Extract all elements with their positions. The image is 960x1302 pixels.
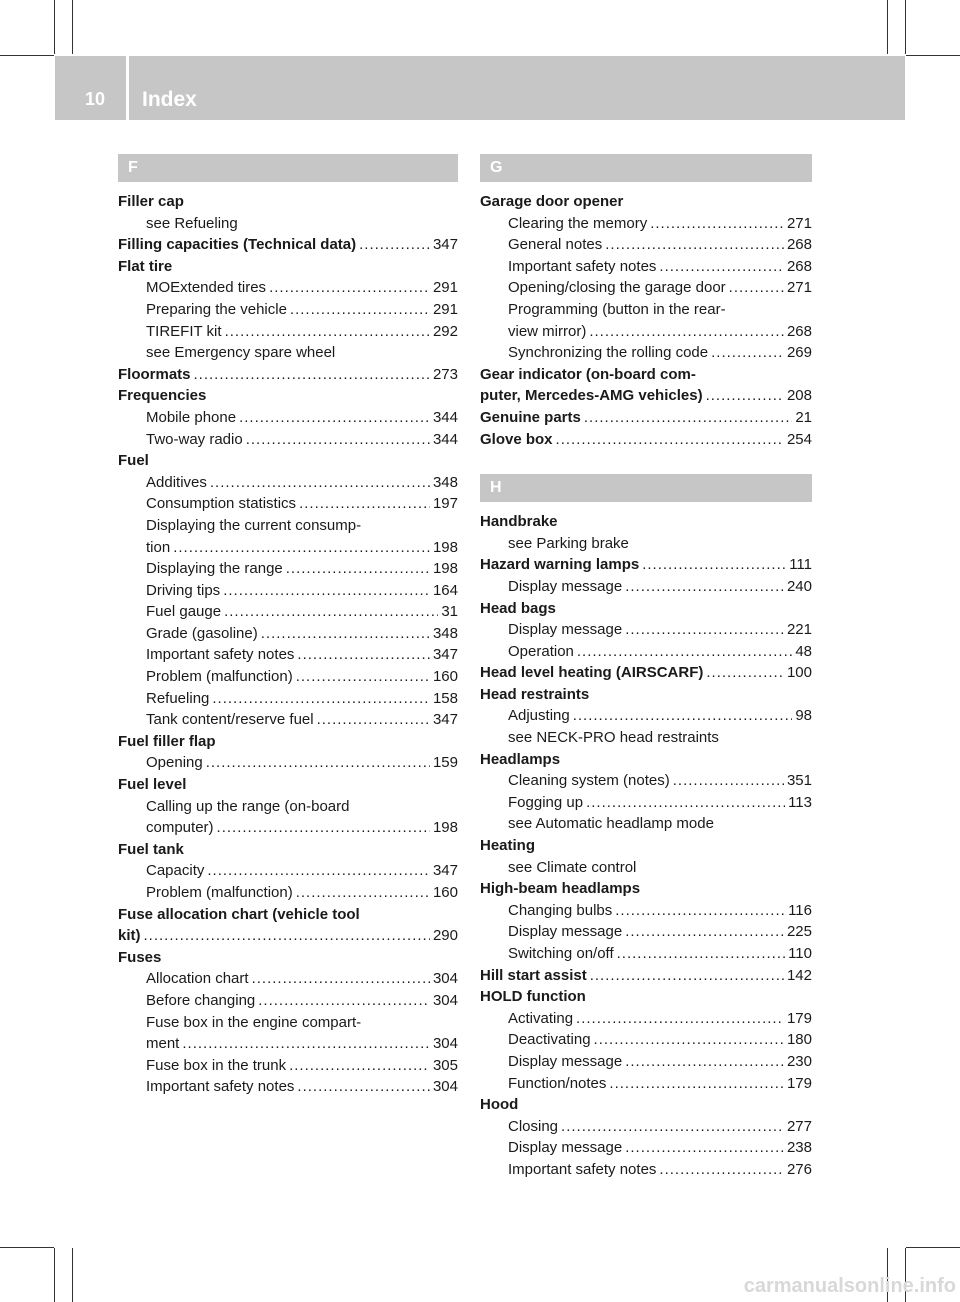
index-entry[interactable] — [118, 493, 458, 515]
index-entry[interactable] — [480, 429, 812, 451]
index-entry-wrapped: Fuse box in the engine compart- — [146, 1013, 362, 1031]
dot-leader — [589, 321, 784, 343]
index-entry-wrapped: Gear indicator (on-board com- — [480, 365, 696, 383]
dot-leader — [206, 752, 430, 774]
entry-page-number: 348 — [432, 624, 458, 642]
entry-label: Hazard warning lamps — [480, 556, 640, 574]
dot-leader — [673, 770, 784, 792]
entry-label: MOExtended tires — [146, 279, 267, 297]
entry-label: Consumption statistics — [146, 495, 297, 513]
index-see-reference: see Parking brake — [508, 534, 629, 552]
entry-page-number: 304 — [432, 1035, 458, 1053]
dot-leader — [706, 385, 784, 407]
header-divider — [126, 56, 129, 120]
index-heading: Head restraints — [480, 685, 590, 703]
entry-label: Important safety notes — [508, 257, 657, 275]
entry-label: Changing bulbs — [508, 901, 613, 919]
crop-mark — [72, 1248, 73, 1302]
dot-leader — [650, 213, 784, 235]
entry-page-number: 276 — [786, 1160, 812, 1178]
entry-page-number: 113 — [788, 793, 812, 811]
crop-mark — [54, 1248, 55, 1302]
index-entry[interactable] — [480, 1073, 812, 1095]
dot-leader — [224, 601, 438, 623]
entry-label: Floormats — [118, 365, 191, 383]
entry-label: TIREFIT kit — [146, 322, 222, 340]
index-see-reference: see NECK-PRO head restraints — [508, 729, 719, 747]
entry-label: Fogging up — [508, 793, 584, 811]
index-entry[interactable] — [480, 619, 812, 641]
dot-leader — [615, 900, 785, 922]
entry-page-number: 230 — [786, 1052, 812, 1070]
dot-leader — [617, 943, 785, 965]
entry-page-number: 268 — [786, 257, 812, 275]
index-entry-wrapped: Calling up the range (on-board — [146, 797, 350, 815]
entry-label: Adjusting — [508, 707, 570, 725]
dot-leader — [642, 554, 786, 576]
entry-page-number: 291 — [432, 300, 458, 318]
entry-label: Problem (malfunction) — [146, 884, 293, 901]
index-heading: Heating — [480, 837, 536, 855]
index-entry[interactable] — [118, 364, 458, 386]
index-entry[interactable] — [480, 705, 812, 727]
index-entry[interactable] — [118, 968, 458, 990]
index-entry[interactable] — [118, 429, 458, 451]
entry-label: Grade (gasoline) — [146, 624, 258, 642]
entry-label: Displaying the range — [146, 560, 283, 578]
dot-leader — [269, 277, 430, 299]
index-entry[interactable] — [118, 644, 458, 666]
index-entry[interactable] — [118, 1055, 458, 1077]
dot-leader — [252, 968, 430, 990]
dot-leader — [625, 921, 784, 943]
index-column-right — [480, 154, 812, 1181]
entry-page-number: 269 — [786, 344, 812, 362]
index-entry[interactable] — [480, 943, 812, 965]
entry-label: Mobile phone — [146, 408, 237, 426]
entry-page-number: 164 — [432, 581, 458, 599]
index-entry[interactable] — [480, 213, 812, 235]
index-entry[interactable] — [480, 576, 812, 598]
dot-leader — [194, 364, 430, 386]
crop-mark — [906, 55, 960, 56]
entry-page-number: 111 — [789, 556, 812, 574]
entry-label: Important safety notes — [146, 646, 295, 664]
page-title: Index — [142, 88, 197, 111]
index-entry[interactable] — [118, 1033, 458, 1055]
entry-page-number: 347 — [432, 646, 458, 664]
index-entry[interactable] — [480, 1051, 812, 1073]
entry-page-number: 179 — [786, 1009, 812, 1027]
dot-leader — [144, 925, 430, 947]
index-heading: Head bags — [480, 599, 556, 617]
entry-page-number: 347 — [432, 236, 458, 254]
index-heading: Filler cap — [118, 193, 184, 210]
index-heading: Fuel level — [118, 776, 187, 794]
entry-label: Tank content/reserve fuel — [146, 711, 314, 729]
entry-page-number: 292 — [432, 322, 458, 340]
index-entry[interactable] — [118, 537, 458, 559]
index-heading: Frequencies — [118, 387, 207, 405]
entry-page-number: 160 — [432, 668, 458, 686]
entry-page-number: 110 — [788, 945, 812, 962]
dot-leader — [297, 1076, 430, 1098]
crop-mark — [54, 0, 55, 54]
dot-leader — [299, 493, 430, 515]
index-heading: Flat tire — [118, 257, 173, 275]
dot-leader — [207, 860, 430, 882]
dot-leader — [261, 623, 430, 645]
entry-label: Two-way radio — [146, 430, 243, 448]
index-entry[interactable] — [480, 900, 812, 922]
entry-label: Function/notes — [508, 1074, 607, 1092]
entry-label: Filling capacities (Technical data) — [118, 236, 357, 254]
index-entry-wrapped: Displaying the current consump- — [146, 516, 362, 534]
dot-leader — [711, 342, 784, 364]
entry-label: Clearing the memory — [508, 214, 648, 232]
watermark: carmanualsonline.info — [743, 1275, 956, 1297]
entry-page-number: 197 — [432, 495, 458, 513]
index-entry[interactable] — [480, 407, 812, 429]
entry-page-number: 116 — [788, 901, 812, 919]
index-heading: Fuses — [118, 948, 162, 966]
entry-label: Hill start assist — [480, 966, 587, 984]
entry-label: Genuine parts — [480, 408, 581, 426]
entry-page-number: 100 — [786, 664, 812, 682]
index-entry[interactable] — [480, 770, 812, 792]
entry-page-number: 238 — [786, 1139, 812, 1157]
entry-page-number: 347 — [432, 711, 458, 729]
index-entry[interactable] — [118, 601, 458, 623]
dot-leader — [625, 1051, 784, 1073]
entry-page-number: 291 — [432, 279, 458, 297]
entry-page-number: 158 — [432, 689, 458, 707]
section-gap — [480, 450, 812, 474]
index-entry[interactable] — [480, 256, 812, 278]
index-entry[interactable] — [480, 662, 812, 684]
index-heading: HOLD function — [480, 988, 586, 1006]
dot-leader — [296, 666, 430, 688]
index-heading: Fuel filler flap — [118, 732, 216, 750]
entry-page-number: 31 — [441, 603, 458, 621]
dot-leader — [659, 256, 784, 278]
index-entry[interactable] — [118, 623, 458, 645]
crop-mark — [906, 1247, 960, 1248]
index-entry-wrapped: Programming (button in the rear- — [508, 300, 726, 318]
index-heading: Fuel — [118, 452, 149, 470]
index-see-reference: see Emergency spare wheel — [146, 344, 336, 362]
index-entry[interactable] — [480, 342, 812, 364]
entry-page-number: 304 — [432, 1078, 458, 1096]
dot-leader — [605, 234, 784, 256]
index-entry[interactable] — [480, 1116, 812, 1138]
entry-label: Additives — [146, 473, 207, 491]
crop-mark — [72, 0, 73, 54]
entry-label: Opening/closing the garage door — [508, 279, 726, 297]
dot-leader — [659, 1159, 784, 1181]
dot-leader — [625, 576, 784, 598]
entry-label: view mirror) — [508, 322, 587, 340]
entry-page-number: 198 — [432, 560, 458, 578]
dot-leader — [223, 580, 430, 602]
entry-label: Cleaning system (notes) — [508, 772, 670, 790]
entry-page-number: 142 — [786, 966, 812, 984]
index-entry[interactable] — [118, 558, 458, 580]
index-entry[interactable] — [480, 321, 812, 343]
entry-label: Important safety notes — [508, 1160, 657, 1178]
dot-leader — [625, 619, 784, 641]
crop-mark — [0, 55, 54, 56]
dot-leader — [212, 688, 430, 710]
section-letter: H — [480, 474, 812, 502]
index-column-left — [118, 154, 458, 1098]
entry-page-number: 277 — [786, 1117, 812, 1135]
index-entry[interactable] — [118, 321, 458, 343]
index-entry[interactable] — [118, 925, 458, 947]
index-entry[interactable] — [480, 1159, 812, 1181]
entry-page-number: 48 — [795, 642, 812, 660]
entry-page-number: 305 — [432, 1056, 458, 1074]
entry-label: computer) — [146, 819, 214, 837]
entry-label: Head level heating (AIRSCARF) — [480, 664, 704, 682]
entry-label: Preparing the vehicle — [146, 300, 287, 318]
crop-mark — [0, 1247, 54, 1248]
entry-page-number: 290 — [432, 927, 458, 945]
entry-label: Driving tips — [146, 581, 221, 599]
index-entry[interactable] — [118, 299, 458, 321]
entry-page-number: 344 — [432, 408, 458, 426]
entry-page-number: 180 — [786, 1031, 812, 1049]
entry-label: ment — [146, 1035, 180, 1053]
dot-leader — [297, 644, 430, 666]
dot-leader — [210, 472, 430, 494]
entry-label: Synchronizing the rolling code — [508, 344, 709, 362]
entry-label: Refueling — [146, 689, 210, 707]
entry-page-number: 21 — [795, 408, 812, 426]
index-entry[interactable] — [118, 666, 458, 688]
entry-page-number: 351 — [786, 772, 812, 790]
index-entry[interactable] — [118, 860, 458, 882]
dot-leader — [258, 990, 430, 1012]
entry-page-number: 271 — [786, 214, 812, 232]
entry-page-number: 240 — [786, 577, 812, 595]
index-see-reference: see Refueling — [146, 214, 238, 232]
crop-mark — [905, 0, 906, 54]
entry-page-number: 304 — [432, 991, 458, 1009]
entry-label: Allocation chart — [146, 970, 249, 988]
index-entry[interactable] — [480, 641, 812, 663]
entry-page-number: 348 — [432, 473, 458, 491]
entry-page-number: 179 — [786, 1074, 812, 1092]
entry-label: Deactivating — [508, 1031, 591, 1049]
dot-leader — [609, 1073, 784, 1095]
index-entry[interactable] — [480, 1008, 812, 1030]
index-heading: High-beam headlamps — [480, 880, 641, 898]
index-entry[interactable] — [480, 792, 812, 814]
entry-label: puter, Mercedes-AMG vehicles) — [480, 387, 703, 405]
entry-page-number: 160 — [432, 884, 458, 901]
index-entry[interactable] — [118, 817, 458, 839]
entry-label: Display message — [508, 1139, 623, 1157]
entry-page-number: 304 — [432, 970, 458, 988]
dot-leader — [217, 817, 430, 839]
entry-page-number: 225 — [786, 923, 812, 941]
entry-page-number: 221 — [786, 621, 812, 639]
index-entry[interactable] — [480, 554, 812, 576]
index-entry[interactable] — [480, 234, 812, 256]
entry-page-number: 271 — [786, 279, 812, 297]
index-entry[interactable] — [118, 277, 458, 299]
entry-label: Fuse box in the trunk — [146, 1056, 287, 1074]
dot-leader — [576, 1008, 784, 1030]
entry-label: Activating — [508, 1009, 574, 1027]
index-entry[interactable] — [480, 965, 812, 987]
dot-leader — [625, 1137, 784, 1159]
index-heading: Garage door opener — [480, 193, 624, 210]
entry-page-number: 198 — [432, 819, 458, 837]
index-entry[interactable] — [118, 990, 458, 1012]
dot-leader — [573, 705, 793, 727]
entry-page-number: 347 — [432, 862, 458, 880]
index-see-reference: see Climate control — [508, 858, 637, 876]
dot-leader — [173, 537, 430, 559]
entry-page-number: 254 — [786, 430, 812, 448]
index-heading: Fuel tank — [118, 840, 184, 858]
dot-leader — [182, 1033, 430, 1055]
index-entry-wrapped: Fuse allocation chart (vehicle tool — [118, 905, 360, 923]
entry-label: Operation — [508, 642, 574, 660]
dot-leader — [590, 965, 784, 987]
entry-label: kit) — [118, 927, 141, 945]
dot-leader — [729, 277, 784, 299]
dot-leader — [289, 1055, 430, 1077]
entry-label: tion — [146, 538, 171, 556]
entry-label: Important safety notes — [146, 1078, 295, 1096]
dot-leader — [586, 792, 785, 814]
entry-label: Switching on/off — [508, 945, 614, 962]
entry-label: Display message — [508, 923, 623, 941]
entry-page-number: 268 — [786, 322, 812, 340]
dot-leader — [584, 407, 792, 429]
index-entry[interactable] — [118, 580, 458, 602]
entry-label: Display message — [508, 621, 623, 639]
dot-leader — [577, 641, 792, 663]
dot-leader — [286, 558, 430, 580]
index-entry[interactable] — [118, 709, 458, 731]
entry-page-number: 273 — [432, 365, 458, 383]
index-see-reference: see Automatic headlamp mode — [508, 815, 714, 833]
dot-leader — [225, 321, 430, 343]
index-heading: Hood — [480, 1096, 519, 1114]
entry-label: Closing — [508, 1117, 559, 1135]
section-letter: F — [118, 154, 458, 182]
dot-leader — [239, 407, 430, 429]
index-entry[interactable] — [118, 234, 458, 256]
entry-page-number: 198 — [432, 538, 458, 556]
entry-label: Display message — [508, 577, 623, 595]
entry-label: Capacity — [146, 862, 205, 880]
dot-leader — [556, 429, 784, 451]
dot-leader — [561, 1116, 784, 1138]
index-entry[interactable] — [480, 385, 812, 407]
entry-page-number: 98 — [795, 707, 812, 725]
index-entry[interactable] — [480, 277, 812, 299]
dot-leader — [290, 299, 430, 321]
index-entry[interactable] — [118, 472, 458, 494]
dot-leader — [296, 882, 430, 904]
dot-leader — [317, 709, 430, 731]
index-entry[interactable] — [118, 407, 458, 429]
index-heading: Headlamps — [480, 750, 561, 768]
crop-mark — [887, 0, 888, 54]
entry-label: General notes — [508, 236, 603, 254]
entry-label: Fuel gauge — [146, 603, 222, 621]
entry-label: Glove box — [480, 430, 553, 448]
entry-label: Opening — [146, 754, 203, 772]
entry-page-number: 159 — [432, 754, 458, 772]
entry-page-number: 268 — [786, 236, 812, 254]
entry-label: Problem (malfunction) — [146, 668, 293, 686]
entry-page-number: 208 — [786, 387, 812, 405]
index-entry[interactable] — [480, 1137, 812, 1159]
dot-leader — [594, 1029, 784, 1051]
index-entry[interactable] — [480, 1029, 812, 1051]
entry-page-number: 344 — [432, 430, 458, 448]
index-heading: Handbrake — [480, 513, 558, 531]
entry-label: Display message — [508, 1052, 623, 1070]
index-entry[interactable] — [480, 921, 812, 943]
section-letter: G — [480, 154, 812, 182]
index-entry[interactable] — [118, 1076, 458, 1098]
index-entry[interactable] — [118, 882, 458, 904]
index-entry[interactable] — [118, 688, 458, 710]
index-entry[interactable] — [118, 752, 458, 774]
page-number: 10 — [85, 89, 106, 109]
entry-label: Before changing — [146, 991, 256, 1009]
dot-leader — [246, 429, 430, 451]
dot-leader — [706, 662, 784, 684]
dot-leader — [359, 234, 430, 256]
